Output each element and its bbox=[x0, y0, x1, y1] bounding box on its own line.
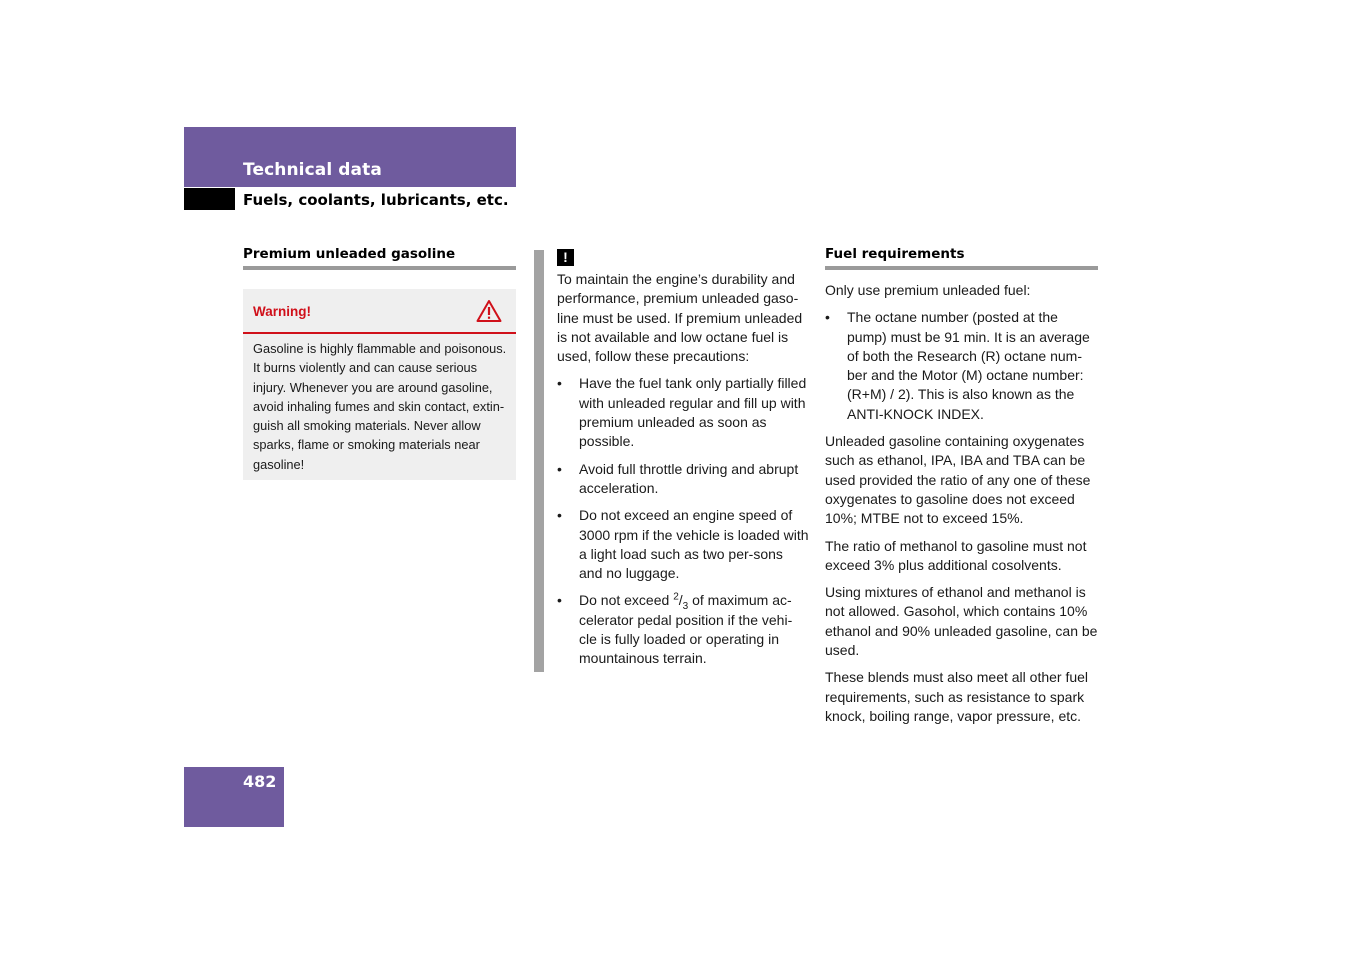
fuel-intro: Only use premium unleaded fuel: bbox=[825, 282, 1031, 298]
warning-title: Warning! bbox=[253, 304, 311, 319]
list-item bbox=[557, 591, 809, 668]
paragraph: Unleaded gasoline containing oxygenates such as ethanol, IPA, IBA and TBA can be used provided the ratio of any one of these oxygenates to gasoline does not exceed 10%; MTBE not to exceed 15%. bbox=[825, 433, 1091, 527]
warning-box bbox=[243, 289, 516, 480]
list-item: • Do not exceed an engine speed of 3000 rpm if the vehicle is loaded with a light load such as two per-sons and no luggage. bbox=[557, 506, 809, 583]
caution-content bbox=[557, 270, 809, 677]
warning-rule bbox=[243, 332, 516, 334]
list-item: • The octane number (posted at the pump) must be 91 min. It is an average of both the Research (R) octane num-ber and the Motor (M) octane number: (R+M) / 2). This is also known as the ANTI-KNOCK INDEX. bbox=[825, 308, 1099, 424]
premium-heading-rule bbox=[243, 266, 516, 270]
paragraph: The ratio of methanol to gasoline must not exceed 3% plus additional cosolvents. bbox=[825, 537, 1087, 573]
fraction-pre: Do not exceed bbox=[579, 592, 670, 609]
caution-icon: ! bbox=[557, 249, 574, 266]
fraction-post: of maximum ac-celerator pedal position if the vehi-cle is fully loaded or operating in mountainous terrain. bbox=[579, 592, 793, 667]
page-number: 482 bbox=[243, 772, 277, 791]
subsection-title: Fuels, coolants, lubricants, etc. bbox=[243, 191, 509, 209]
fuel-list bbox=[825, 308, 1099, 424]
fuel-requirements-heading: Fuel requirements bbox=[825, 246, 965, 262]
paragraph: These blends must also meet all other fuel requirements, such as resistance to spark knock, boiling range, vapor pressure, etc. bbox=[825, 669, 1089, 724]
fuel-requirements-rule bbox=[825, 266, 1098, 270]
section-marker bbox=[184, 188, 235, 210]
warning-triangle-icon bbox=[476, 299, 502, 328]
section-title: Technical data bbox=[243, 160, 382, 180]
caution-list bbox=[557, 374, 809, 668]
list-item: • Avoid full throttle driving and abrupt acceleration. bbox=[557, 460, 809, 499]
warning-text: Gasoline is highly flammable and poisonous. It burns violently and can cause serious injury. Whenever you are around gasoline, avoid inhaling fumes and skin contact, extin-guish all smoking materials. Never allow sparks, flame or smoking materials near gasoline! bbox=[253, 341, 507, 472]
list-item: • Have the fuel tank only partially filled with unleaded regular and fill up with premium unleaded as soon as possible. bbox=[557, 374, 809, 451]
fraction-slash: / bbox=[678, 592, 683, 609]
fuel-requirements-content bbox=[825, 281, 1099, 734]
caution-bar bbox=[534, 250, 544, 672]
caution-intro: To maintain the engine’s durability and performance, premium unleaded gaso-line must be used. If premium unleaded is not available and low octane fuel is used, follow these precautions: bbox=[557, 271, 803, 365]
premium-heading: Premium unleaded gasoline bbox=[243, 246, 456, 262]
paragraph: Using mixtures of ethanol and methanol is not allowed. Gasohol, which contains 10% ethanol and 90% unleaded gasoline, can be used. bbox=[825, 584, 1098, 659]
fraction-denominator: 3 bbox=[682, 601, 689, 613]
fraction-numerator: 2 bbox=[673, 591, 679, 603]
